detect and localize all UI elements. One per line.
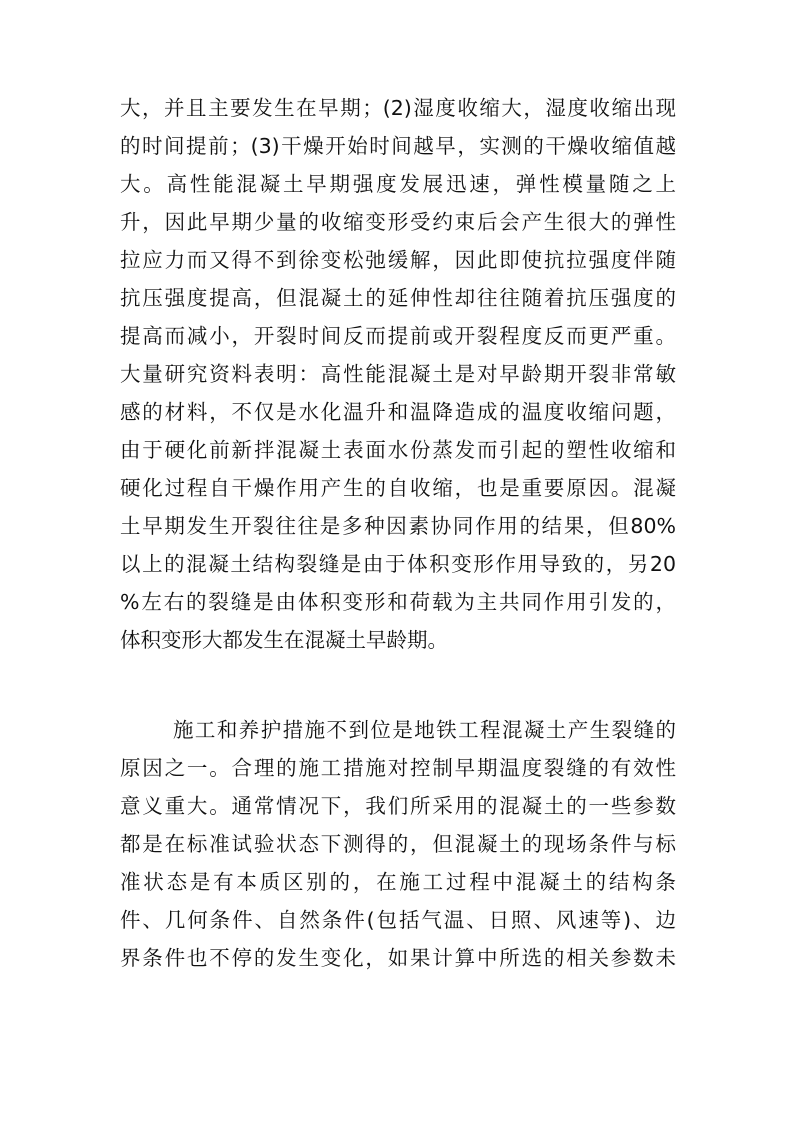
text-line: 土早期发生开裂往往是多种因素协同作用的结果，但80% <box>120 514 676 538</box>
text-line: 件、几何条件、自然条件(包括气温、日照、风速等)、边 <box>120 908 676 932</box>
text-line: 施工和养护措施不到位是地铁工程混凝土产生裂缝的 <box>173 718 676 742</box>
text-line: 界条件也不停的发生变化，如果计算中所选的相关参数未 <box>120 946 676 970</box>
text-line: 感的材料，不仅是水化温升和温降造成的温度收缩问题， <box>120 400 676 424</box>
text-line: 都是在标准试验状态下测得的，但混凝土的现场条件与标 <box>120 832 676 856</box>
text-line: 准状态是有本质区别的，在施工过程中混凝土的结构条 <box>120 870 676 894</box>
text-line: 的时间提前；(3)干燥开始时间越早，实测的干燥收缩值越 <box>120 134 676 158</box>
text-line: 意义重大。通常情况下，我们所采用的混凝土的一些参数 <box>120 794 676 818</box>
text-line: 大。高性能混凝土早期强度发展迅速，弹性模量随之上 <box>120 172 676 196</box>
text-line: 抗压强度提高，但混凝土的延伸性却往往随着抗压强度的 <box>120 286 676 310</box>
text-line: 大量研究资料表明：高性能混凝土是对早龄期开裂非常敏 <box>120 362 676 386</box>
paragraph-shrinkage-cracking <box>120 89 676 659</box>
text-line: 提高而减小，开裂时间反而提前或开裂程度反而更严重。 <box>120 324 676 348</box>
text-line: 原因之一。合理的施工措施对控制早期温度裂缝的有效性 <box>120 756 676 780</box>
text-line: 以上的混凝土结构裂缝是由于体积变形作用导致的，另20 <box>120 552 676 576</box>
paragraph-construction-measures <box>120 711 676 977</box>
text-line: 硬化过程自干燥作用产生的自收缩，也是重要原因。混凝 <box>120 476 676 500</box>
text-line: 体积变形大都发生在混凝土早龄期。 <box>120 628 448 652</box>
text-line: 大，并且主要发生在早期；(2)湿度收缩大，湿度收缩出现 <box>120 96 676 120</box>
text-line: 由于硬化前新拌混凝土表面水份蒸发而引起的塑性收缩和 <box>120 438 676 462</box>
text-line: 升，因此早期少量的收缩变形受约束后会产生很大的弹性 <box>120 210 676 234</box>
text-line: %左右的裂缝是由体积变形和荷载为主共同作用引发的， <box>120 590 676 614</box>
text-line: 拉应力而又得不到徐变松弛缓解，因此即使抗拉强度伴随 <box>120 248 676 272</box>
